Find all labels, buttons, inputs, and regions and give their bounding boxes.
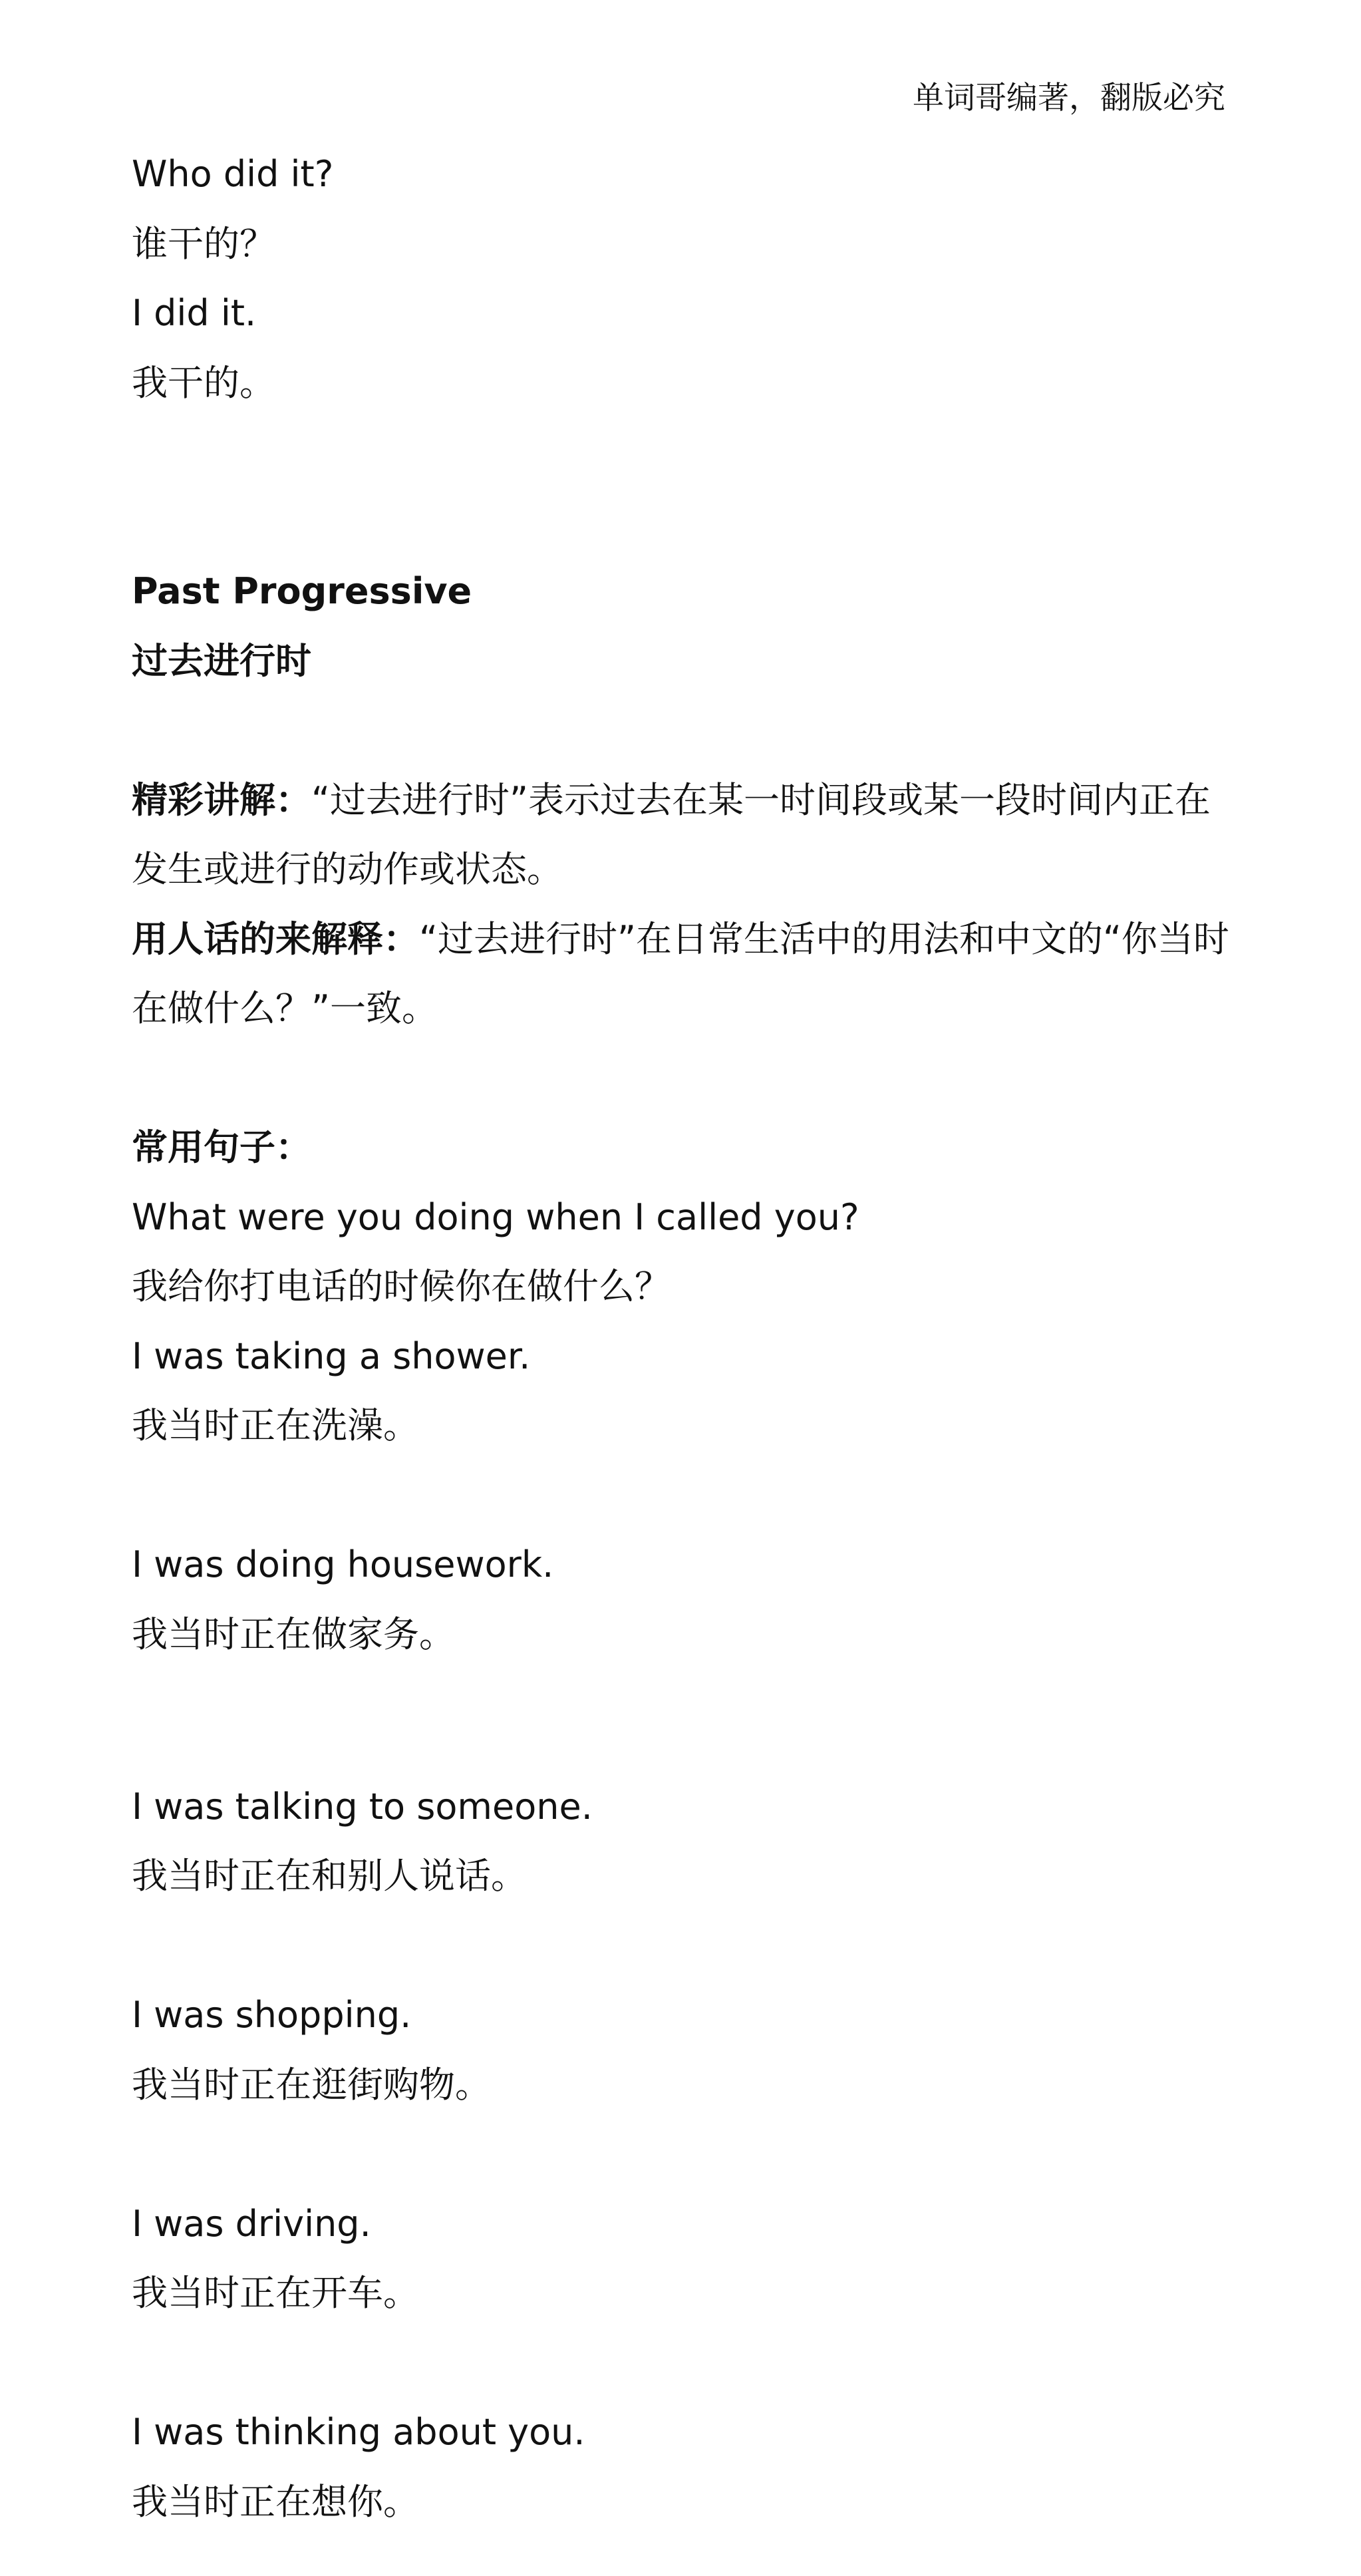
header-note: 单词哥编著，翻版必究 — [913, 80, 1225, 116]
sentence-en: I was taking a shower. — [132, 1335, 531, 1377]
plain-explanation-text: “过去进行时”在日常生活中的用法和中文的“你当时在做什么？”一致。 — [132, 917, 1229, 1029]
spacer — [132, 2329, 1243, 2398]
plain-explanation-label: 用人话的来解释： — [132, 917, 419, 960]
sentence-en: I was thinking about you. — [132, 2411, 585, 2453]
spacer — [132, 1739, 1243, 1772]
intro-line-4: 我干的。 — [132, 361, 275, 404]
spacer — [132, 1461, 1243, 1531]
sentence-zh: 我当时正在和别人说话。 — [132, 1855, 527, 1897]
plain-explanation-paragraph — [132, 905, 1243, 1044]
sentence-en: I was talking to someone. — [132, 1785, 593, 1828]
intro-line-3: I did it. — [132, 292, 257, 334]
spacer — [132, 2120, 1243, 2189]
sentence-zh: 我当时正在洗澡。 — [132, 1404, 419, 1446]
section-title-zh: 过去进行时 — [132, 639, 311, 682]
spacer — [132, 418, 1243, 488]
intro-line-1: Who did it? — [132, 153, 334, 195]
section-title-en: Past Progressive — [132, 570, 472, 612]
sentence-en: What were you doing when I called you? — [132, 1196, 859, 1238]
sentence-en: I was shopping. — [132, 1994, 412, 2036]
spacer — [132, 1044, 1243, 1114]
sentence-zh: 我当时正在做家务。 — [132, 1613, 455, 1655]
explanation-paragraph — [132, 766, 1243, 905]
sentence-zh: 我当时正在逛街购物。 — [132, 2063, 491, 2106]
sentence-zh: 我当时正在开车。 — [132, 2272, 419, 2314]
explanation-text: “过去进行时”表示过去在某一时间段或某一段时间内正在发生或进行的动作或状态。 — [132, 778, 1211, 890]
spacer — [132, 1911, 1243, 1981]
explanation-label: 精彩讲解： — [132, 778, 311, 821]
spacer — [132, 1669, 1243, 1739]
sentence-zh: 我当时正在想你。 — [132, 2480, 419, 2523]
sentence-en: I was doing housework. — [132, 1543, 554, 1585]
intro-line-2: 谁干的？ — [132, 222, 275, 265]
spacer — [132, 696, 1243, 766]
sentence-en: I was driving. — [132, 2202, 371, 2245]
sentences-label: 常用句子： — [132, 1126, 311, 1168]
spacer — [132, 488, 1243, 558]
document-body — [132, 140, 1243, 2537]
sentence-zh: 我给你打电话的时候你在做什么？ — [132, 1265, 671, 1307]
